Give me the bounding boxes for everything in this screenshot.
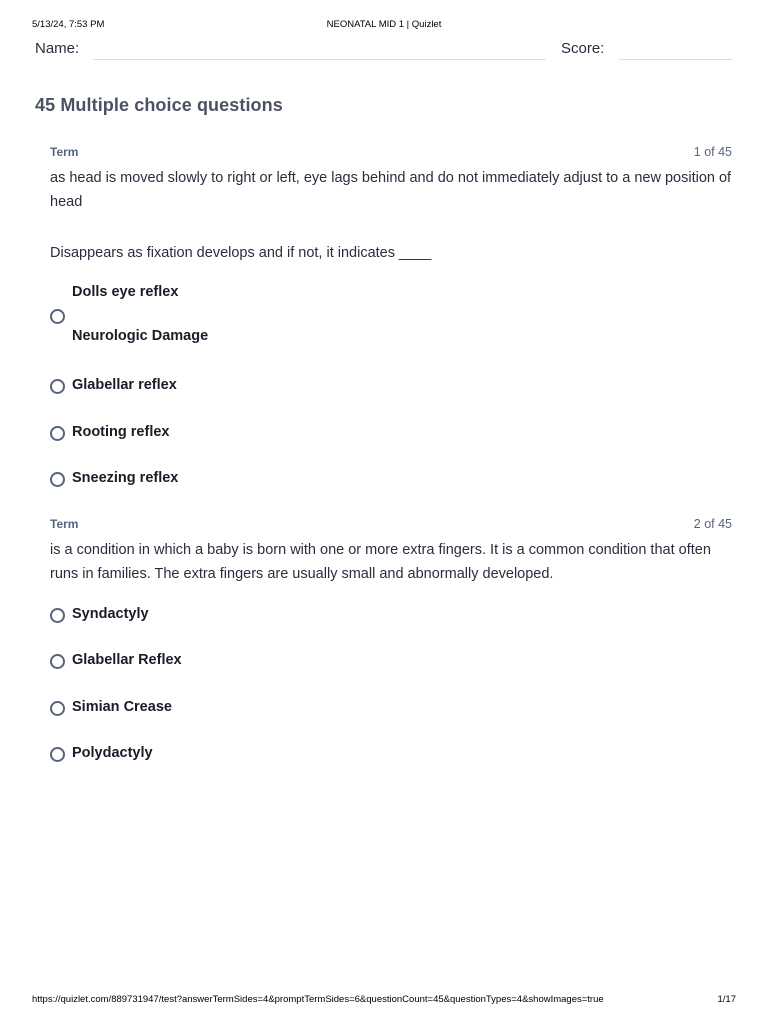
question-prompt	[50, 538, 732, 586]
question-count: 1 of 45	[693, 145, 732, 159]
section-title: 45 Multiple choice questions	[35, 95, 283, 115]
prompt-paragraph: is a condition in which a baby is born with one or more extra fingers. It is a common condition that often runs in families. The extra fingers are usually small and abnormally developed.	[50, 542, 711, 582]
answer-option[interactable]	[50, 470, 450, 490]
option-label: Sneezing reflex	[72, 470, 179, 486]
option-label: Syndactyly	[72, 606, 149, 622]
option-line: Dolls eye reflex	[72, 284, 179, 300]
answer-option[interactable]	[50, 424, 450, 444]
question-card	[50, 517, 732, 586]
radio-circle-icon[interactable]	[50, 426, 65, 441]
option-label	[72, 284, 208, 344]
question-count: 2 of 45	[693, 517, 732, 531]
page-number: 1/17	[717, 994, 736, 1005]
print-page-title: NEONATAL MID 1 | Quizlet	[326, 19, 442, 30]
option-line: Neurologic Damage	[72, 328, 209, 344]
score-label: Score:	[561, 40, 605, 57]
print-header	[32, 19, 736, 31]
option-label: Simian Crease	[72, 699, 172, 715]
page-url: https://quizlet.com/889731947/test?answerTermSides=4&promptTermSides=6&questionCount=45&questionTypes=4&showImages=true	[32, 994, 604, 1005]
radio-circle-icon[interactable]	[50, 608, 65, 623]
name-label: Name:	[35, 40, 80, 57]
answer-option[interactable]	[50, 377, 450, 397]
option-label: Polydactyly	[72, 745, 153, 761]
answer-option[interactable]	[50, 284, 450, 348]
option-label: Glabellar Reflex	[72, 652, 182, 668]
radio-circle-icon[interactable]	[50, 747, 65, 762]
radio-circle-icon[interactable]	[50, 472, 65, 487]
answer-option[interactable]	[50, 699, 450, 719]
question-card	[50, 145, 732, 265]
answer-option[interactable]	[50, 745, 450, 765]
term-label: Term	[50, 145, 79, 159]
prompt-paragraph: as head is moved slowly to right or left, eye lags behind and do not immediately adjust to a new position of head	[50, 170, 732, 210]
radio-circle-icon[interactable]	[50, 309, 65, 324]
answer-option[interactable]	[50, 652, 450, 672]
prompt-paragraph: Disappears as fixation develops and if not, it indicates ____	[50, 245, 432, 261]
option-label: Rooting reflex	[72, 424, 170, 440]
radio-circle-icon[interactable]	[50, 701, 65, 716]
print-datetime: 5/13/24, 7:53 PM	[32, 19, 105, 30]
name-field[interactable]	[93, 59, 546, 60]
print-footer	[32, 994, 736, 1006]
answer-option[interactable]	[50, 606, 450, 626]
name-score-row	[35, 40, 732, 62]
score-field[interactable]	[619, 59, 732, 60]
option-label: Glabellar reflex	[72, 377, 177, 393]
question-prompt	[50, 166, 732, 265]
term-label: Term	[50, 517, 79, 531]
radio-circle-icon[interactable]	[50, 654, 65, 669]
radio-circle-icon[interactable]	[50, 379, 65, 394]
